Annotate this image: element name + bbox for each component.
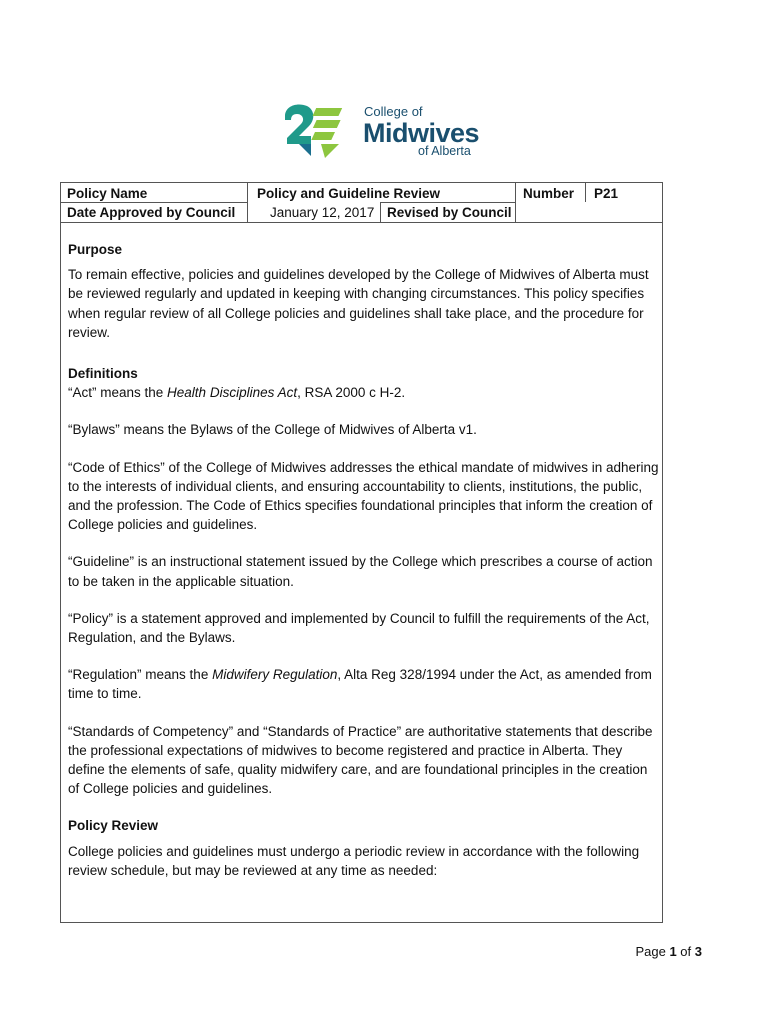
- policy-review-heading: Policy Review: [68, 818, 159, 834]
- definitions-heading: Definitions: [68, 366, 138, 382]
- definition-standards: “Standards of Competency” and “Standards of Practice” are authoritative statements that describe the professional expectations of midwives to become registered and practice in Alberta. They define the elements of safe, quality midwifery care, and are foundational principles in the creation of College policies and guidelines.: [68, 723, 653, 797]
- header-divider: [60, 222, 663, 223]
- number-value: P21: [594, 186, 619, 201]
- policy-name-label: Policy Name: [67, 186, 148, 201]
- logo-line-1: College of: [364, 104, 423, 119]
- purpose-heading: Purpose: [68, 242, 123, 257]
- definition-guideline: “Guideline” is an instructional statement issued by the College which prescribes a course of action to be taken in the applicable situation.: [68, 554, 653, 589]
- midwives-heart-icon: [281, 102, 361, 162]
- purpose-text: To remain effective, policies and guidelines developed by the College of Midwives of Alberta must be reviewed regularly and updated in keeping with changing circumstances. This policy specifies when regular review of all College policies and guidelines shall take place, and the procedure for review.: [68, 267, 649, 340]
- definition-act: “Act” means the Health Disciplines Act, RSA 2000 c H-2.: [68, 385, 406, 401]
- date-approved-label: Date Approved by Council: [67, 205, 236, 220]
- policy-body: [68, 240, 660, 898]
- number-label: Number: [523, 186, 575, 201]
- policy-review-text: College policies and guidelines must undergo a periodic review in accordance with the following review schedule, but may be reviewed at any time as needed:: [68, 843, 640, 878]
- revised-label: Revised by Council: [387, 205, 512, 220]
- policy-name-value: Policy and Guideline Review: [257, 186, 441, 201]
- header-divider: [585, 182, 586, 202]
- college-logo: [281, 102, 481, 162]
- definition-code-of-ethics: “Code of Ethics” of the College of Midwives addresses the ethical mandate of midwives in adhering to the interests of individual clients, and ensuring accountability to clients, institutions, the public, and the profession. The Code of Ethics specifies foundational principles that inform the creation of College policies and guidelines.: [68, 459, 659, 533]
- definition-bylaws: “Bylaws” means the Bylaws of the College of Midwives of Alberta v1.: [68, 422, 477, 438]
- definition-regulation: “Regulation” means the Midwifery Regulation, Alta Reg 328/1994 under the Act, as amended from time to time.: [68, 667, 652, 702]
- logo-line-3: of Alberta: [418, 144, 471, 158]
- date-approved-value: January 12, 2017: [270, 205, 375, 220]
- page-number: Page 1 of 3: [635, 944, 702, 959]
- logo-line-2: Midwives: [363, 118, 480, 148]
- definition-policy: “Policy” is a statement approved and implemented by Council to fulfill the requirements of the Act, Regulation, and the Bylaws.: [68, 610, 650, 646]
- header-divider: [380, 202, 381, 222]
